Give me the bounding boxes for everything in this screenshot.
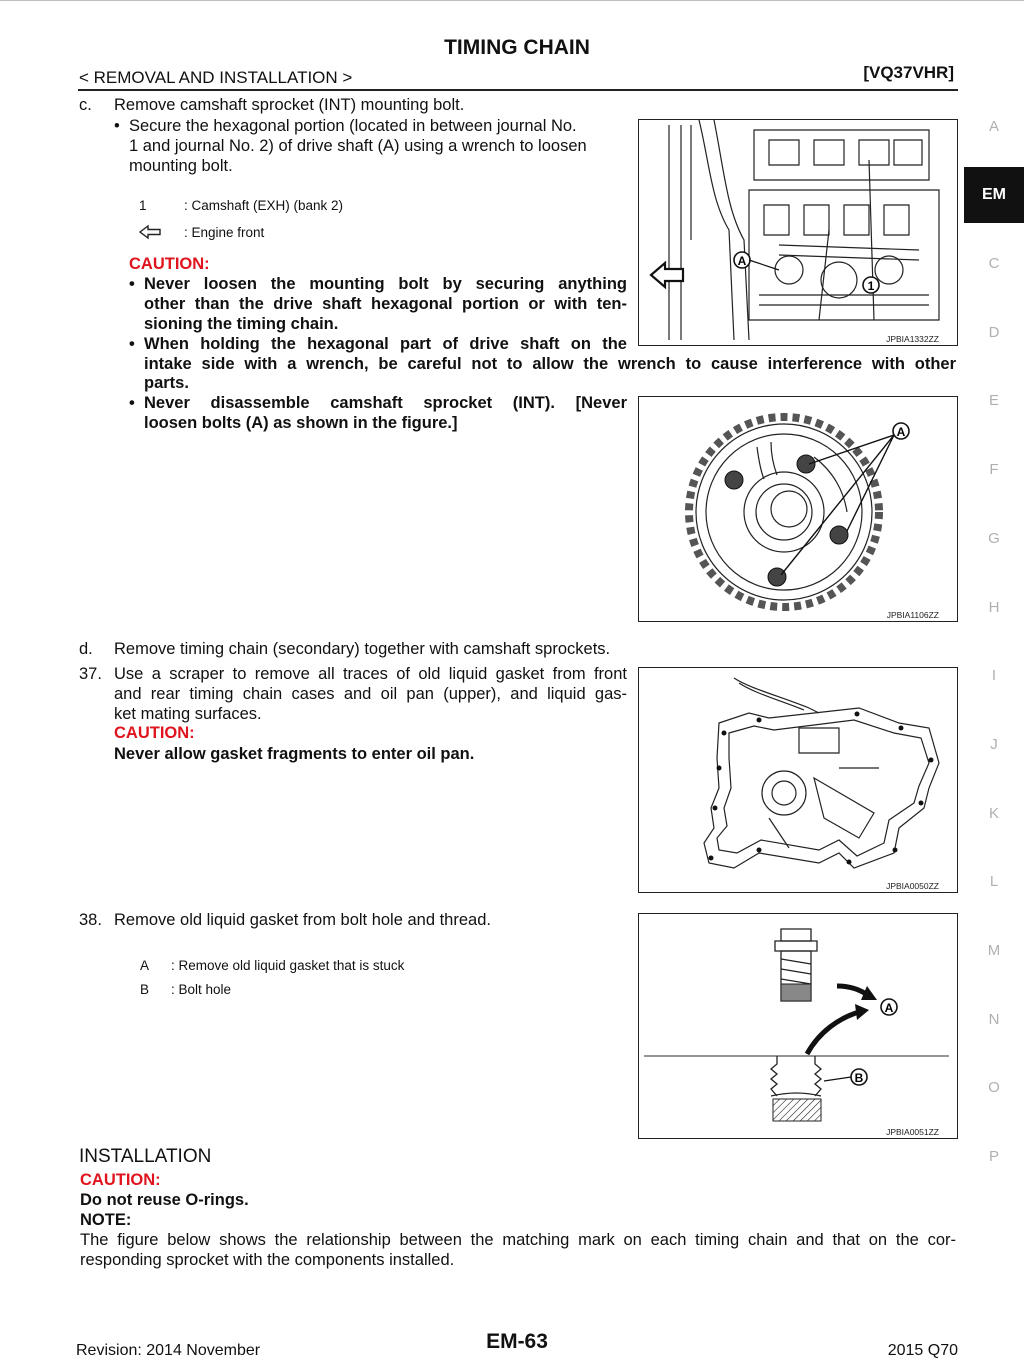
- caution2-line1: When holding the hexagonal part of drive shaft on the: [144, 335, 627, 353]
- figure-camshaft-sprocket: [638, 396, 958, 622]
- tab-g[interactable]: G: [988, 529, 1000, 547]
- figure-timing-chain-case: [638, 667, 958, 893]
- callout-a: A: [737, 254, 747, 268]
- tab-e[interactable]: E: [988, 392, 999, 410]
- step-37-caution: Never allow gasket fragments to enter oil pan.: [114, 745, 475, 763]
- figure-code: JPBIA0051ZZ: [886, 1127, 939, 1137]
- figure-code: JPBIA1106ZZ: [886, 610, 939, 620]
- step-c-text: Remove camshaft sprocket (INT) mounting bolt.: [114, 96, 465, 114]
- tab-h[interactable]: H: [988, 598, 1000, 616]
- installation-heading: INSTALLATION: [79, 1146, 212, 1167]
- step-c-sub-line1: Secure the hexagonal portion (located in between journal No.: [129, 117, 577, 135]
- bullet: •: [114, 117, 120, 135]
- step-d-text: Remove timing chain (secondary) together with camshaft sprockets.: [114, 640, 611, 658]
- caution2-line3: parts.: [144, 374, 189, 392]
- engine-model: [VQ37VHR]: [863, 63, 954, 82]
- tab-n[interactable]: N: [988, 1010, 1000, 1028]
- step-c-sub-line2: 1 and journal No. 2) of drive shaft (A) using a wrench to loosen: [129, 137, 587, 155]
- engine-front-arrow-icon: [138, 224, 162, 245]
- step-37-label: 37.: [79, 665, 102, 683]
- legend-text-b: : Bolt hole: [171, 982, 232, 997]
- caution-label: CAUTION:: [129, 255, 210, 273]
- caution2-line2: intake side with a wrench, be careful not to allow the wrench to cause interference with other: [144, 355, 956, 373]
- page-number: EM-63: [486, 1330, 548, 1353]
- figure-bolt-hole: [638, 913, 958, 1139]
- step-37-line1: Use a scraper to remove all traces of old liquid gasket from front: [114, 665, 627, 683]
- tab-p[interactable]: P: [988, 1148, 999, 1166]
- tab-f[interactable]: F: [989, 461, 999, 479]
- step-c-label: c.: [79, 96, 92, 114]
- callout-1: 1: [867, 279, 875, 293]
- caution1-line2: other than the drive shaft hexagonal portion or with ten-: [144, 295, 627, 313]
- caution3-line1: Never disassemble camshaft sprocket (INT). [Never: [144, 394, 627, 412]
- step-c-sub-line3: mounting bolt.: [129, 157, 233, 175]
- tab-k[interactable]: K: [988, 804, 999, 822]
- figure-code: JPBIA0050ZZ: [886, 881, 939, 891]
- callout-a: A: [884, 1001, 894, 1015]
- page-title: TIMING CHAIN: [444, 36, 590, 59]
- note-line1: The figure below shows the relationship between the matching mark on each timing chain and that on the cor-: [80, 1231, 956, 1249]
- tab-c[interactable]: C: [988, 255, 1000, 272]
- caution1-line1: Never loosen the mounting bolt by securing anything: [144, 275, 627, 293]
- installation-caution: Do not reuse O-rings.: [80, 1191, 249, 1209]
- section-title: < REMOVAL AND INSTALLATION >: [79, 68, 353, 87]
- callout-b: B: [854, 1071, 864, 1085]
- bullet: •: [129, 275, 135, 293]
- tab-j[interactable]: J: [990, 735, 998, 753]
- legend-key-b: B: [140, 982, 150, 997]
- tab-l[interactable]: L: [989, 873, 999, 891]
- caution3-line2: loosen bolts (A) as shown in the figure.]: [144, 414, 458, 432]
- tab-m[interactable]: M: [987, 942, 1001, 959]
- bullet: •: [129, 335, 135, 353]
- tab-em[interactable]: EM: [964, 167, 1024, 223]
- footer-model-year: 2015 Q70: [887, 1342, 958, 1359]
- footer-revision: Revision: 2014 November: [76, 1342, 261, 1359]
- figure-camshaft-drive-shaft: [638, 119, 958, 346]
- header-rule: [78, 89, 958, 91]
- tab-d[interactable]: D: [988, 323, 1000, 341]
- step-38-text: Remove old liquid gasket from bolt hole and thread.: [114, 911, 491, 929]
- note-line2: responding sprocket with the components installed.: [80, 1251, 455, 1269]
- caution1-line3: sioning the timing chain.: [144, 315, 339, 333]
- legend-text-1: : Camshaft (EXH) (bank 2): [184, 198, 344, 213]
- note-label: NOTE:: [80, 1211, 132, 1229]
- legend-key-1: 1: [139, 198, 147, 213]
- step-37-line2: and rear timing chain cases and oil pan (upper), and liquid gas-: [114, 685, 627, 703]
- bullet: •: [129, 394, 135, 412]
- legend-key-a: A: [140, 958, 150, 973]
- step-37-line3: ket mating surfaces.: [114, 705, 262, 723]
- callout-a: A: [896, 425, 906, 439]
- tab-a[interactable]: A: [988, 118, 999, 135]
- caution-label: CAUTION:: [114, 724, 195, 742]
- legend-text-a: : Remove old liquid gasket that is stuck: [171, 958, 405, 973]
- legend-text-2: : Engine front: [184, 225, 265, 240]
- tab-o[interactable]: O: [988, 1079, 1000, 1097]
- tab-i[interactable]: I: [991, 667, 997, 685]
- top-rule: [0, 0, 1024, 1]
- step-d-label: d.: [79, 640, 93, 658]
- figure-code: JPBIA1332ZZ: [886, 334, 939, 344]
- caution-label: CAUTION:: [80, 1171, 161, 1189]
- step-38-label: 38.: [79, 911, 102, 929]
